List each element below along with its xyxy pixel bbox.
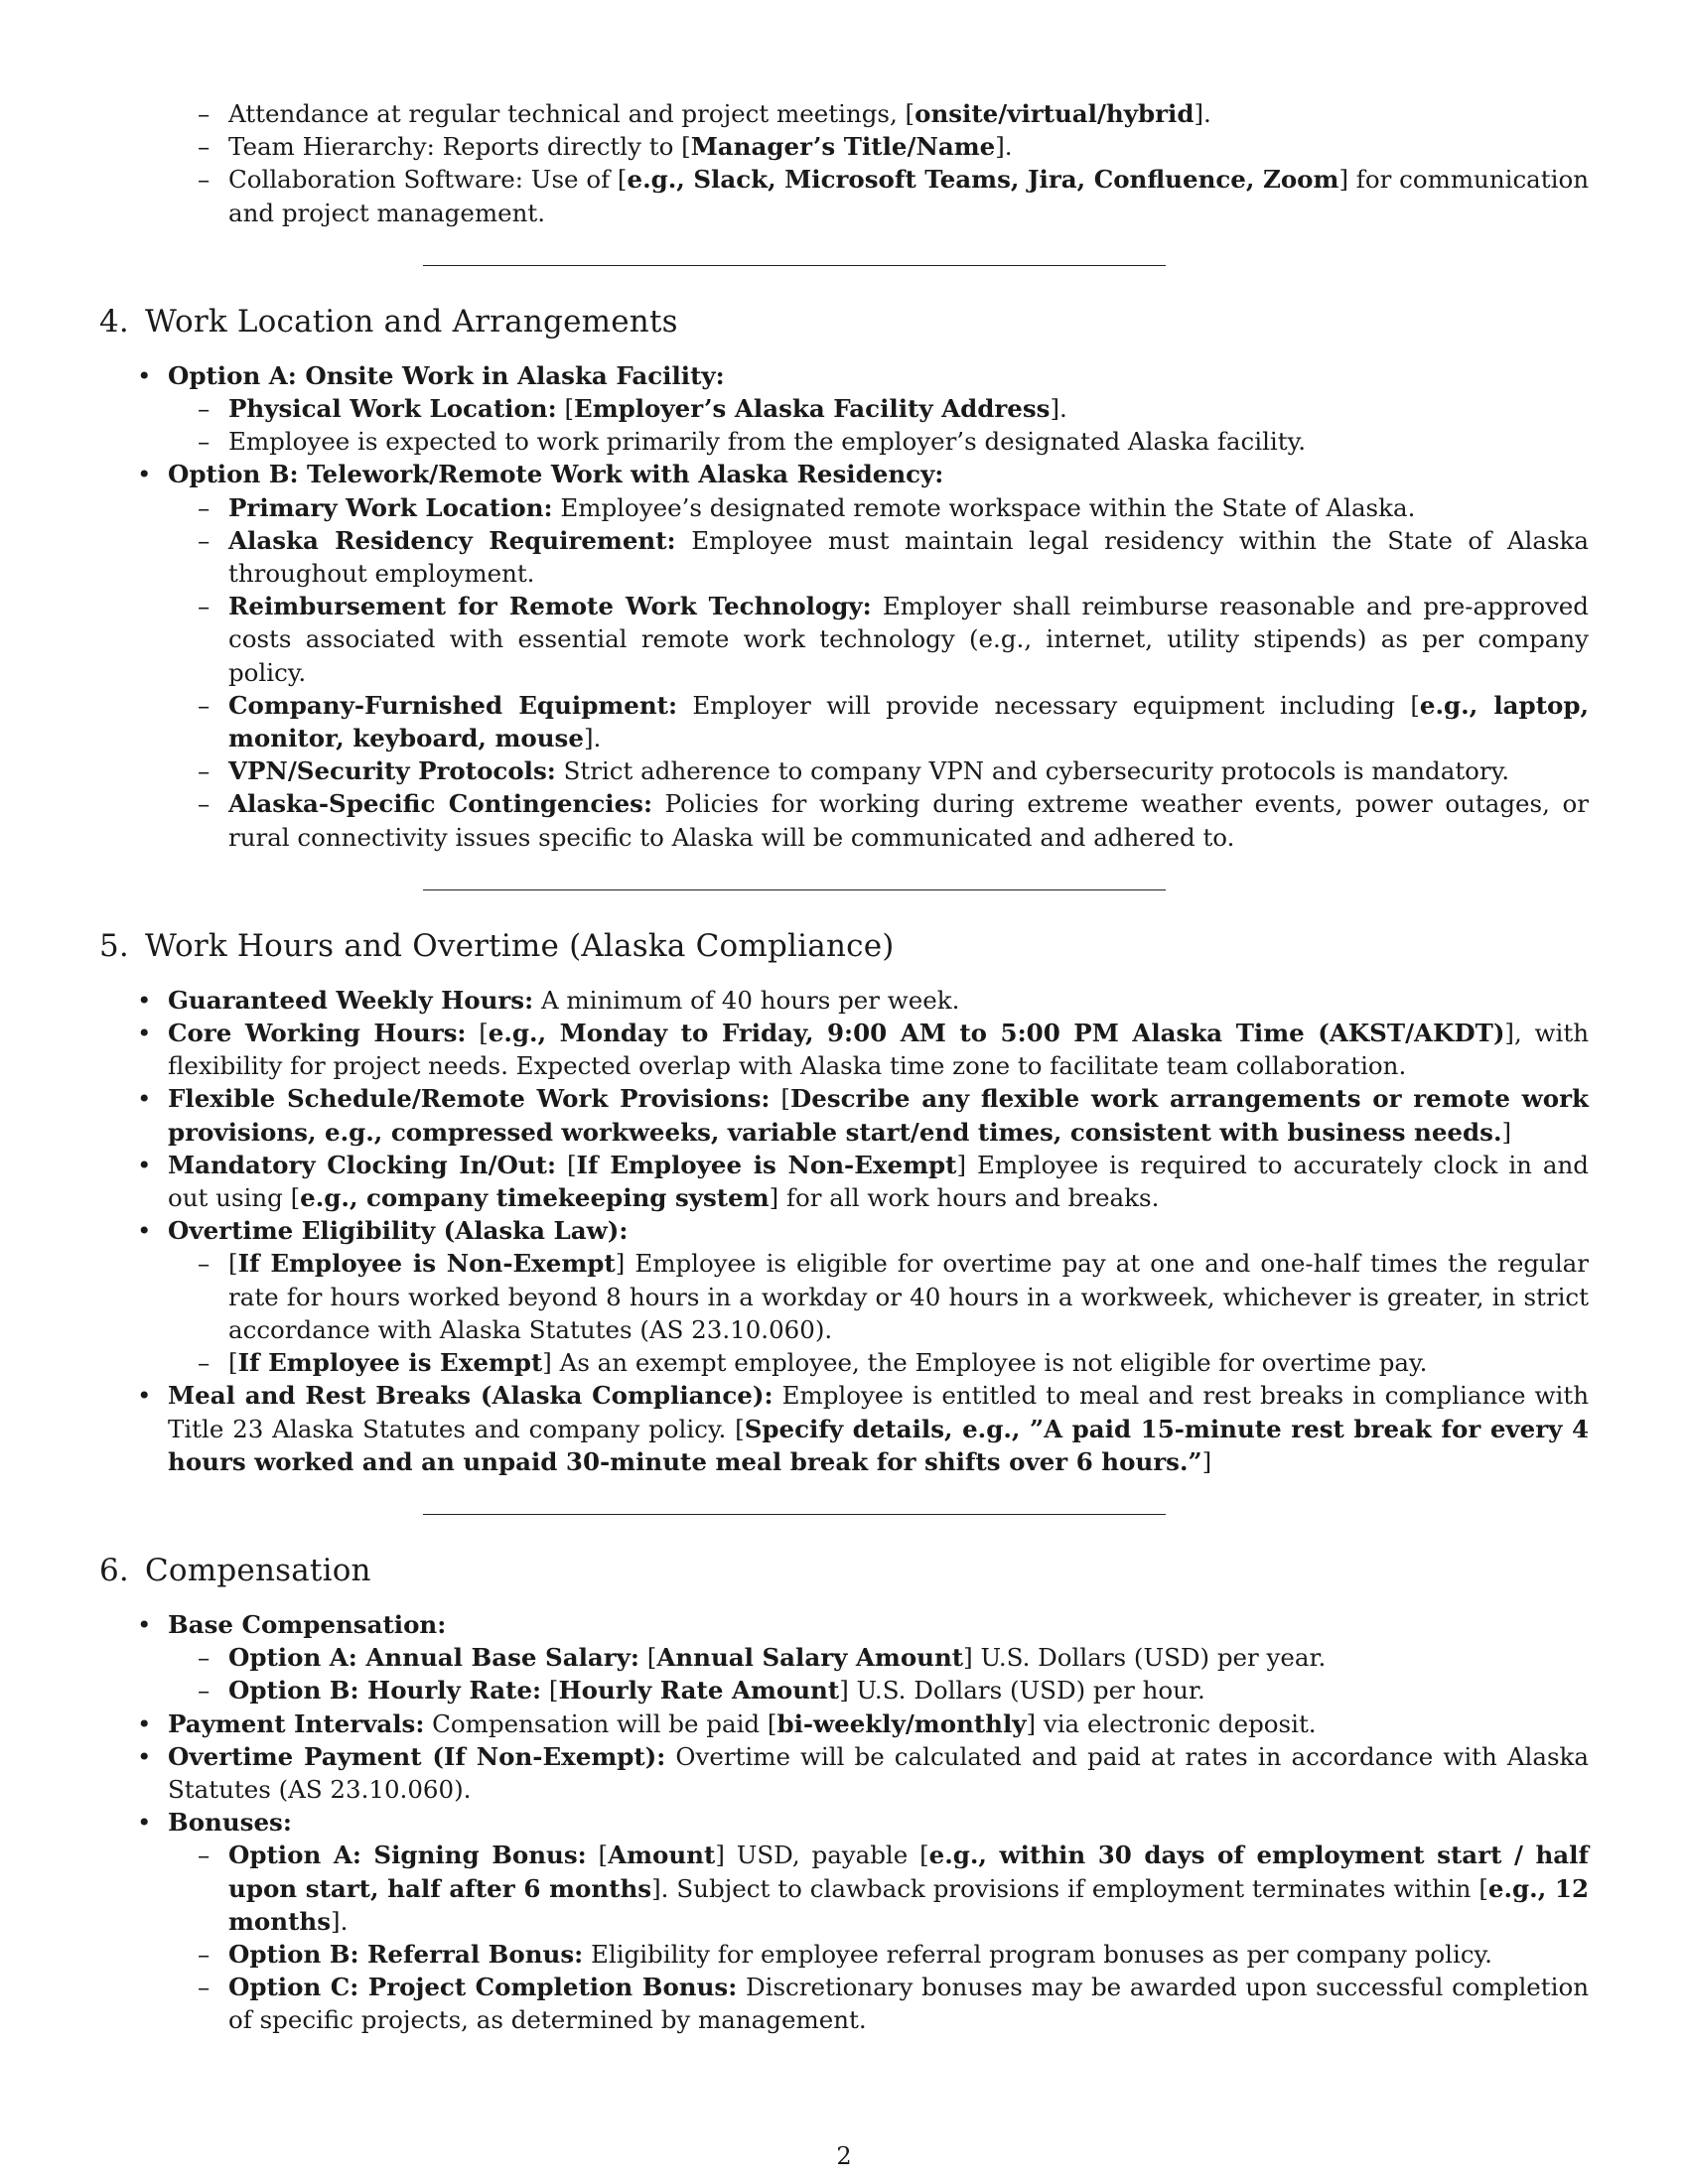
item-bold-text: Physical Work Location: — [228, 394, 557, 424]
sub-list-item — [168, 1674, 1589, 1706]
section-divider — [423, 265, 1166, 266]
item-bold-text: Option B: Hourly Rate: — [228, 1676, 542, 1706]
item-text: Strict adherence to company VPN and cybersecurity protocols is mandatory. — [555, 756, 1510, 786]
sub-list-item — [168, 1971, 1589, 2036]
item-bold-text: Meal and Rest Breaks (Alaska Compliance): — [168, 1381, 774, 1411]
list-item-option-a — [99, 359, 1589, 459]
section3-continuation-list — [99, 97, 1589, 229]
item-text: Team Hierarchy: Reports directly to [ — [228, 132, 691, 162]
list-item-overtime — [99, 1214, 1589, 1379]
item-bold-text: If Employee is Non-Exempt — [237, 1249, 616, 1279]
sub-list-item — [168, 1938, 1589, 1971]
item-bold-text: Company-Furnished Equipment: — [228, 690, 678, 720]
list-item — [99, 130, 1589, 163]
item-text: ]. — [331, 1906, 349, 1936]
item-bold-text: e.g., Monday to Friday, 9:00 AM to 5:00 PM Alaska Time (AKST/AKDT) — [488, 1019, 1505, 1048]
item-text: Collaboration Software: Use of [ — [228, 165, 628, 195]
item-bold-text: Option B: Referral Bonus: — [228, 1939, 584, 1969]
list-item — [99, 163, 1589, 228]
item-text: Employer shall reimburse reasonable and pre-approved costs associated with essential remote work technology (e.g., internet, utility stipends) as per company policy. — [228, 592, 1589, 687]
item-bold-text: Primary Work Location: — [228, 492, 553, 522]
section-number: 5. — [99, 927, 129, 964]
sub-list-item — [168, 1641, 1589, 1674]
item-bold-text: Overtime Eligibility (Alaska Law): — [168, 1216, 629, 1246]
item-text: [ — [586, 1841, 609, 1870]
item-text: [ — [228, 1348, 238, 1378]
item-text: ] U.S. Dollars (USD) per hour. — [839, 1676, 1205, 1706]
sub-list-item — [168, 1247, 1589, 1346]
list-item — [99, 97, 1589, 130]
item-text: ] USD, payable [ — [715, 1841, 929, 1870]
item-bold-text: Describe any flexible work arrangements or remote work provisions, e.g., compressed workweeks, variable start/end times, consistent with business needs. — [168, 1084, 1589, 1147]
item-text: ] Employee is required to accurately clock in and out using [ — [168, 1150, 1589, 1213]
section-heading-6 — [99, 1551, 1589, 1590]
item-text: ] — [1201, 1446, 1212, 1476]
item-text: Employee is expected to work primarily from the employer’s designated Alaska facility. — [228, 427, 1306, 457]
item-bold-text: Amount — [608, 1841, 716, 1870]
item-text: ] — [1501, 1117, 1512, 1147]
sub-list-item — [168, 491, 1589, 524]
sub-list — [168, 1247, 1589, 1379]
section4-list — [99, 359, 1589, 854]
list-item — [99, 1017, 1589, 1082]
sub-list-item — [168, 590, 1589, 689]
item-text: [ — [770, 1084, 790, 1114]
section5-list — [99, 984, 1589, 1478]
item-text: ] U.S. Dollars (USD) per year. — [963, 1643, 1327, 1673]
item-text: A minimum of 40 hours per week. — [533, 985, 960, 1015]
sub-list — [168, 491, 1589, 854]
list-item-option-b — [99, 458, 1589, 853]
list-item-bonuses — [99, 1806, 1589, 2036]
item-text: [ — [638, 1643, 657, 1673]
item-text: Overtime will be calculated and paid at rates in accordance with Alaska Statutes (AS 23.10.060). — [168, 1741, 1590, 1804]
section6-list — [99, 1608, 1589, 2037]
item-text: ]. — [583, 724, 602, 753]
item-bold-text: Core Working Hours: — [168, 1019, 467, 1048]
section-title: Work Hours and Overtime (Alaska Compliance) — [145, 927, 895, 964]
item-bold-text: e.g., Slack, Microsoft Teams, Jira, Confluence, Zoom — [627, 165, 1339, 195]
item-text: Employer will provide necessary equipment including [ — [677, 690, 1420, 720]
item-bold-text: e.g., company timekeeping system — [300, 1183, 770, 1213]
sub-list-item — [168, 1839, 1589, 1938]
item-bold-text: VPN/Security Protocols: — [228, 756, 556, 786]
sub-list — [168, 392, 1589, 458]
item-bold-text: Overtime Payment (If Non-Exempt): — [168, 1741, 666, 1771]
item-text: ] Employee is eligible for overtime pay at one and one-half times the regular rate for hours worked beyond 8 hours in a workday or 40 hours in a workweek, whichever is greater, in strict accordance with Alaska Statutes (AS 23.10.060). — [228, 1249, 1589, 1344]
item-text: [ — [466, 1019, 489, 1048]
item-bold-text: Annual Salary Amount — [656, 1643, 964, 1673]
item-bold-text: Mandatory Clocking In/Out: — [168, 1150, 557, 1179]
list-item-base-compensation — [99, 1608, 1589, 1707]
item-bold-text: Alaska-Specific Contingencies: — [228, 789, 653, 819]
list-item — [99, 984, 1589, 1017]
item-bold-text: Bonuses: — [168, 1808, 292, 1838]
list-item — [99, 1379, 1589, 1478]
sub-list-item — [168, 754, 1589, 787]
item-bold-text: e.g., within 30 days of employment start / half upon start, half after 6 months — [228, 1841, 1589, 1903]
document-page — [99, 97, 1589, 2037]
item-text: ]. — [1194, 99, 1211, 128]
list-item — [99, 1707, 1589, 1740]
item-text: ]. — [995, 132, 1013, 162]
sub-list — [168, 1839, 1589, 2036]
item-text: Employee must maintain legal residency within the State of Alaska throughout employment. — [228, 525, 1589, 589]
item-bold-text: bi-weekly/monthly — [776, 1708, 1027, 1738]
item-text: ] for communication and project management. — [228, 165, 1589, 227]
section-title: Work Location and Arrangements — [145, 303, 678, 340]
item-bold-text: If Employee is Exempt — [237, 1348, 543, 1378]
item-bold-text: Reimbursement for Remote Work Technology: — [228, 592, 872, 621]
item-text: ]. — [1050, 394, 1067, 424]
item-text: [ — [556, 394, 575, 424]
item-bold-text: If Employee is Non-Exempt — [576, 1150, 957, 1179]
sub-list-item — [168, 787, 1589, 853]
section-title: Compensation — [145, 1552, 371, 1588]
item-text: Compensation will be paid [ — [424, 1708, 777, 1738]
item-text: Policies for working during extreme weather events, power outages, or rural connectivity issues specific to Alaska will be communicated and adhered to. — [228, 789, 1589, 852]
item-bold-text: Base Compensation: — [168, 1609, 447, 1639]
item-text: [ — [228, 1249, 238, 1279]
item-bold-text: Payment Intervals: — [168, 1708, 425, 1738]
section-divider — [423, 1514, 1166, 1515]
list-item — [99, 1082, 1589, 1148]
option-heading: Option A: Onsite Work in Alaska Facility: — [168, 360, 725, 390]
item-bold-text: Manager’s Title/Name — [690, 132, 996, 162]
item-text: ] for all work hours and breaks. — [769, 1183, 1160, 1213]
sub-list-item — [168, 689, 1589, 754]
page-number: 2 — [836, 2142, 852, 2170]
item-bold-text: e.g., 12 months — [228, 1873, 1590, 1936]
section-heading-5 — [99, 926, 1589, 966]
sub-list-item — [168, 425, 1589, 458]
item-text: Eligibility for employee referral program bonuses as per company policy. — [583, 1939, 1492, 1969]
sub-list-item — [168, 1346, 1589, 1379]
item-bold-text: e.g., laptop, monitor, keyboard, mouse — [228, 690, 1590, 753]
item-bold-text: Option C: Project Completion Bonus: — [228, 1973, 738, 2002]
item-bold-text: Option A: Annual Base Salary: — [228, 1643, 639, 1673]
item-bold-text: Employer’s Alaska Facility Address — [574, 394, 1051, 424]
item-text: ] via electronic deposit. — [1026, 1708, 1317, 1738]
item-bold-text: Alaska Residency Requirement: — [228, 525, 676, 555]
item-text: Employee is entitled to meal and rest breaks in compliance with Title 23 Alaska Statutes and company policy. [ — [168, 1381, 1589, 1443]
item-bold-text: onsite/virtual/hybrid — [914, 99, 1195, 128]
item-text: [ — [541, 1676, 559, 1706]
section-number: 6. — [99, 1552, 129, 1588]
section-number: 4. — [99, 303, 129, 340]
item-text: [ — [556, 1150, 577, 1179]
sub-list-item — [168, 524, 1589, 590]
item-text: Discretionary bonuses may be awarded upon successful completion of specific projects, as determined by management. — [228, 1973, 1589, 2035]
item-bold-text: Guaranteed Weekly Hours: — [168, 985, 534, 1015]
sub-list-item — [168, 392, 1589, 425]
list-item — [99, 1740, 1589, 1806]
item-text: ]. Subject to clawback provisions if employment terminates within [ — [651, 1873, 1488, 1903]
sub-list — [168, 1641, 1589, 1706]
option-heading: Option B: Telework/Remote Work with Alaska Residency: — [168, 460, 944, 489]
item-bold-text: Flexible Schedule/Remote Work Provisions: — [168, 1084, 771, 1114]
item-bold-text: Option A: Signing Bonus: — [228, 1841, 587, 1870]
section-divider — [423, 889, 1166, 890]
item-text: ], with flexibility for project needs. Expected overlap with Alaska time zone to facilitate team collaboration. — [168, 1019, 1589, 1081]
list-item — [99, 1149, 1589, 1214]
item-text: Attendance at regular technical and project meetings, [ — [228, 99, 915, 128]
item-bold-text: Hourly Rate Amount — [558, 1676, 840, 1706]
section-heading-4 — [99, 302, 1589, 341]
item-text: Employee’s designated remote workspace within the State of Alaska. — [552, 492, 1416, 522]
item-bold-text: Specify details, e.g., ”A paid 15-minute rest break for every 4 hours worked and an unpaid 30-minute meal break for shifts over 6 hours.” — [168, 1414, 1589, 1476]
item-text: ] As an exempt employee, the Employee is not eligible for overtime pay. — [542, 1348, 1428, 1378]
